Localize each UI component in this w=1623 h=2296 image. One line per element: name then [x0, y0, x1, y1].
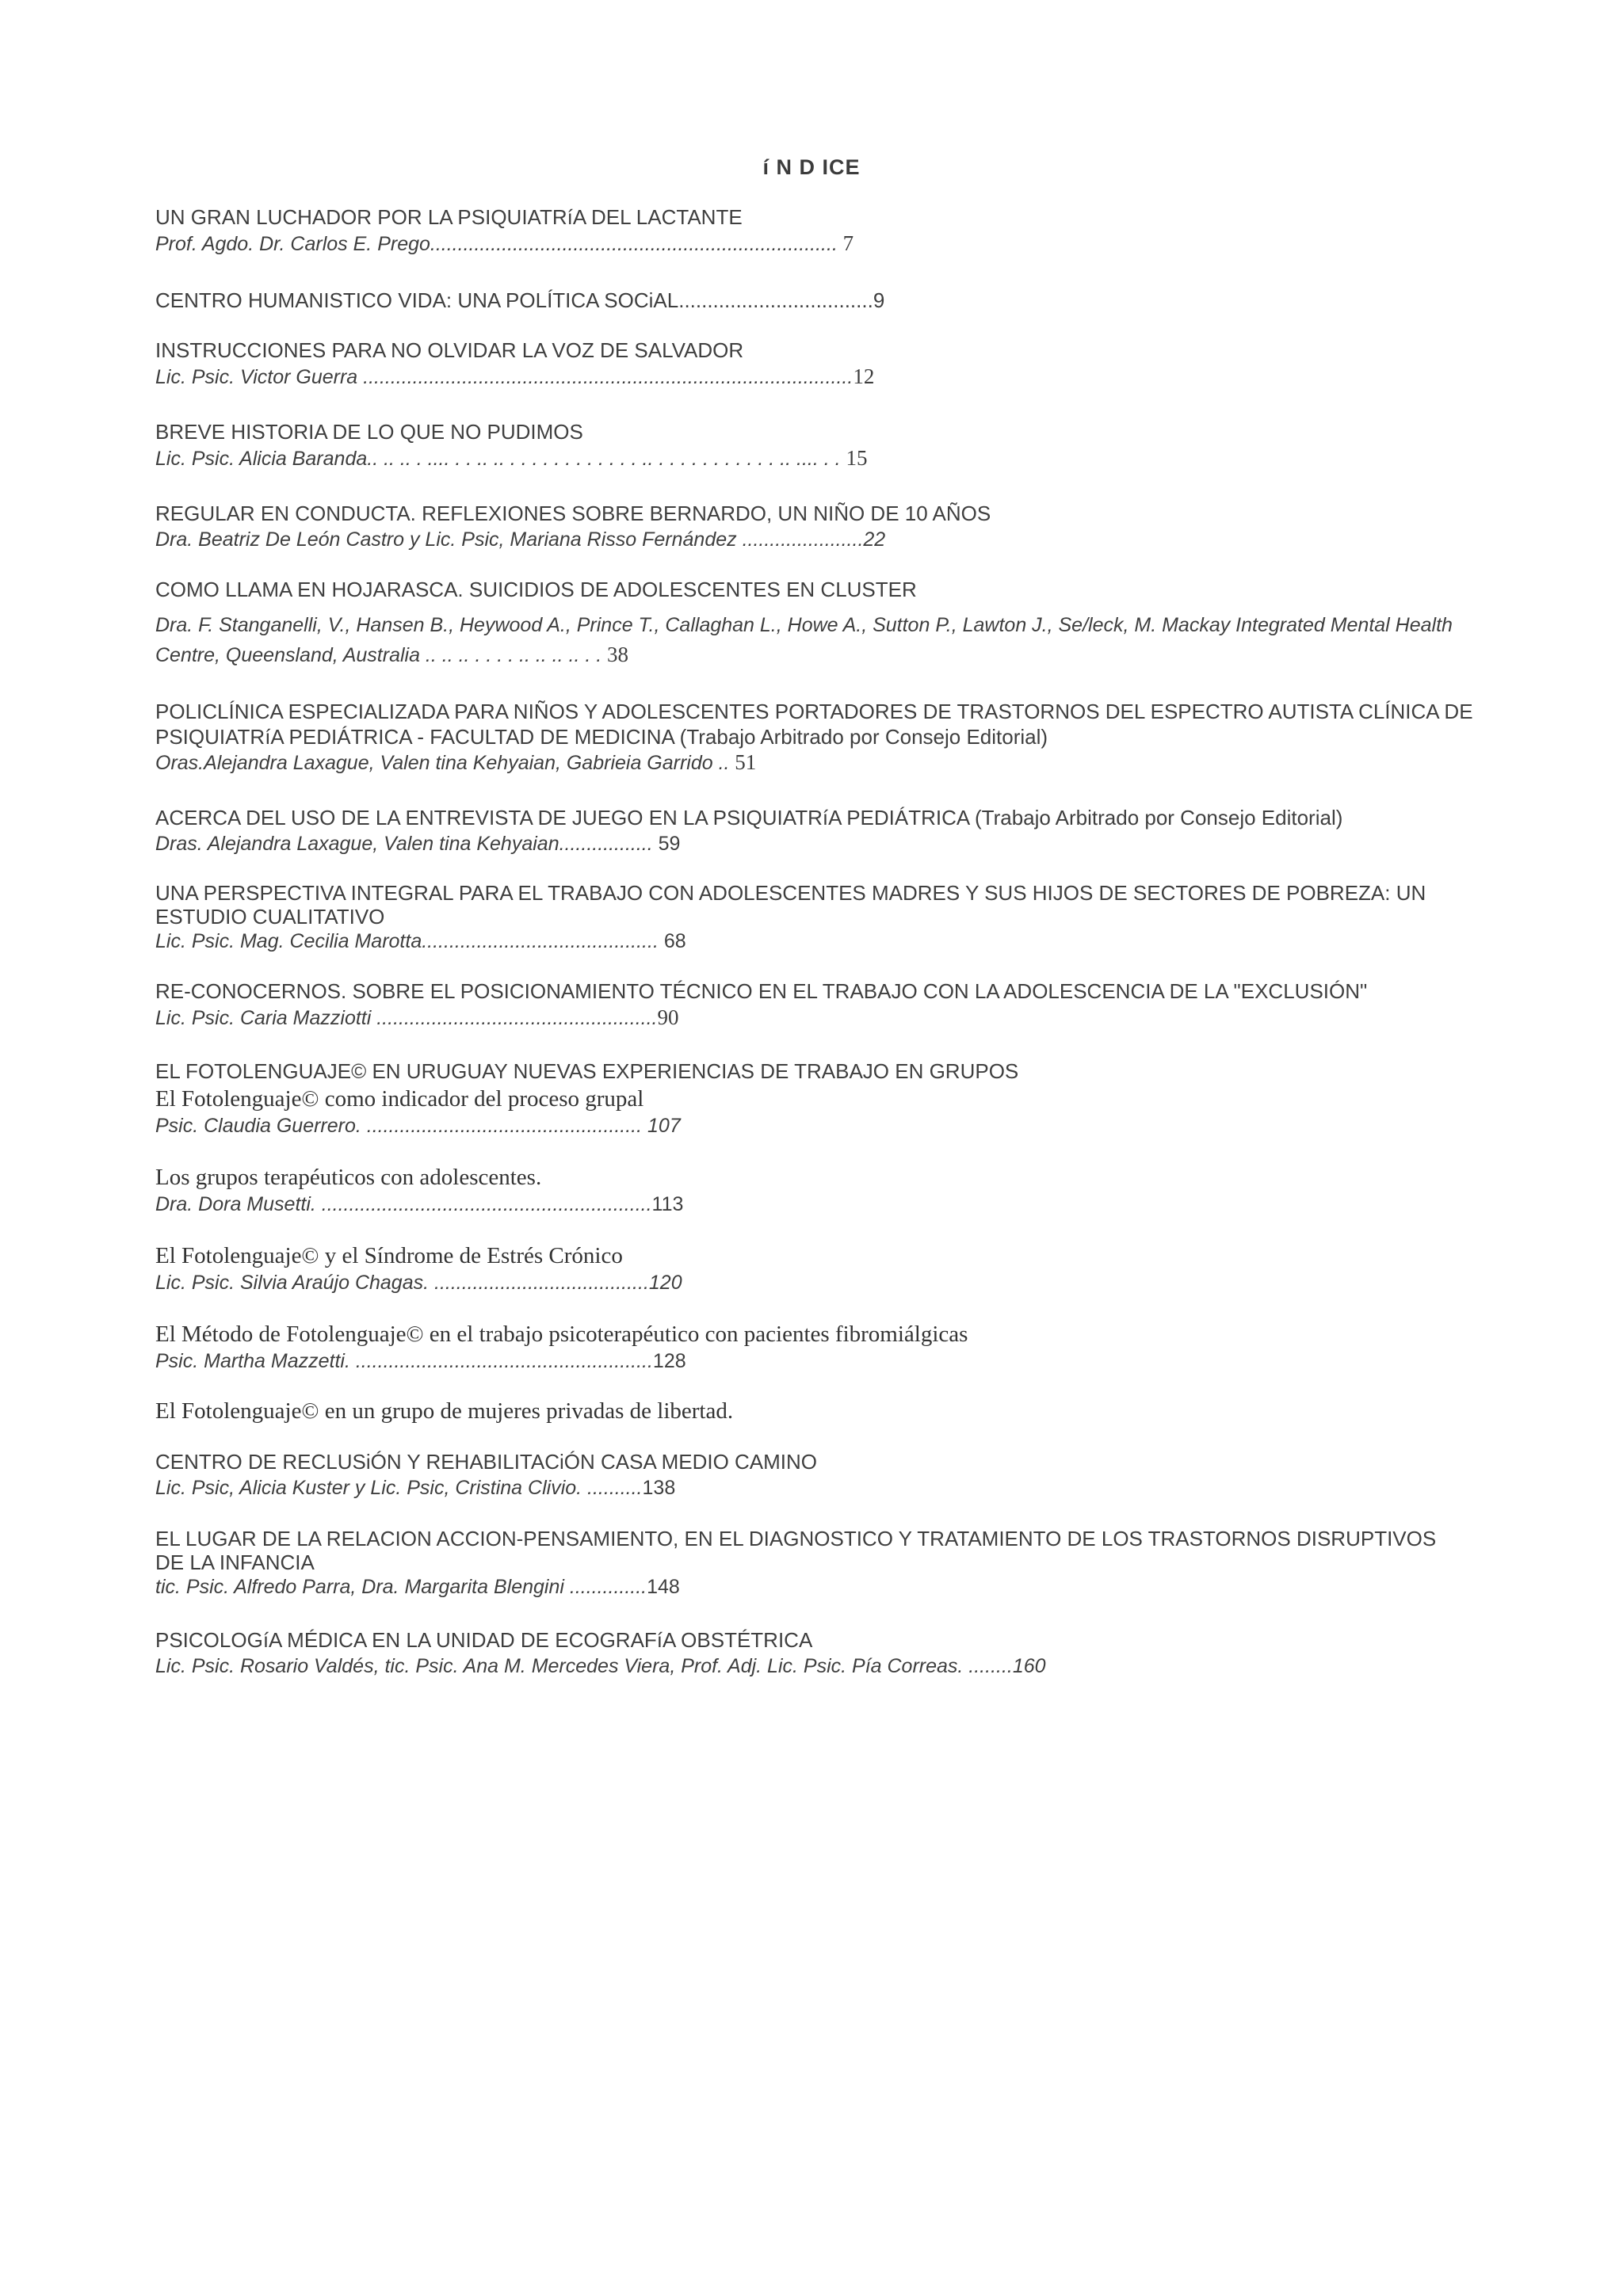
- entry-author: [155, 611, 1487, 670]
- entry-heading-text: CENTRO HUMANISTICO VIDA: UNA POLÍTICA SOCiAL..................................: [155, 288, 873, 312]
- entry-heading: REGULAR EN CONDUCTA. REFLEXIONES SOBRE BERNARDO, UN NIÑO DE 10 AÑOS: [155, 502, 991, 525]
- entry-heading: UN GRAN LUCHADOR POR LA PSIQUIATRíA DEL LACTANTE: [155, 205, 743, 229]
- entry-page-number: 113: [651, 1193, 684, 1215]
- entry-page-number: 138: [642, 1477, 676, 1499]
- entry-page-number: 38: [601, 643, 628, 666]
- entry-author: [155, 1653, 1503, 1680]
- index-entry: [155, 338, 1503, 391]
- entry-heading: BREVE HISTORIA DE LO QUE NO PUDIMOS: [155, 420, 583, 444]
- entry-subtitle: Los grupos terapéuticos con adolescentes.: [155, 1165, 542, 1190]
- entry-heading: PSICOLOGíA MÉDICA EN LA UNIDAD DE ECOGRAFíA OBSTÉTRICA: [155, 1628, 813, 1652]
- entry-author-text: Lic. Psic. Silvia Araújo Chagas. .......................................: [155, 1272, 649, 1294]
- entry-author: [155, 1574, 1503, 1600]
- entry-author-text: Lic. Psic. Victor Guerra .........................................................................................: [155, 366, 854, 388]
- index-title: í N D ICE: [762, 155, 861, 179]
- entry-page-number: 120: [648, 1272, 682, 1294]
- entry-subtitle: El Fotolenguaje© como indicador del proceso grupal: [155, 1086, 644, 1112]
- entry-heading: ACERCA DEL USO DE LA ENTREVISTA DE JUEGO EN LA PSIQUIATRíA PEDIÁTRICA (Trabajo Arbitrado por Consejo Editorial): [155, 806, 1343, 830]
- index-entry: [155, 881, 1503, 955]
- entry-author: [155, 1475, 1503, 1501]
- index-entries: [155, 204, 1503, 1680]
- index-entry: [155, 419, 1503, 472]
- entry-author: [155, 831, 1503, 857]
- entry-author-text: Dra. F. Stanganelli, V., Hansen B., Heywood A., Prince T., Callaghan L., Howe A., Sutton P., Lawton J., Se/leck, M. Mackay Integrated Mental Health Centre, Queensland, Australia .. .. .. . . . . .. .. .. .. . .: [155, 614, 1453, 666]
- entry-heading: CENTRO DE RECLUSiÓN Y REHABILITACiÓN CASA MEDIO CAMINO: [155, 1450, 818, 1474]
- entry-author-text: Psic. Martha Mazzetti. ......................................................: [155, 1350, 653, 1372]
- entry-heading: EL FOTOLENGUAJE© EN URUGUAY NUEVAS EXPERIENCIAS DE TRABAJO EN GRUPOS: [155, 1059, 1019, 1083]
- entry-page-number: 107: [642, 1115, 681, 1137]
- index-entry: [155, 1085, 1503, 1139]
- entry-author: [155, 1113, 1503, 1139]
- index-entry: [155, 1241, 1503, 1296]
- entry-page-number: 128: [652, 1350, 686, 1372]
- entry-author: [155, 749, 1503, 776]
- entry-page-number: 148: [647, 1576, 680, 1598]
- index-entry: [155, 1320, 1503, 1375]
- entry-author: [155, 445, 1503, 472]
- index-entry: [155, 978, 1503, 1032]
- entry-heading: EL LUGAR DE LA RELACION ACCION-PENSAMIENTO, EN EL DIAGNOSTICO Y TRATAMIENTO DE LOS TRASTORNOS DISRUPTIVOS DE LA INFANCIA: [155, 1527, 1437, 1574]
- index-entry: [155, 1163, 1503, 1218]
- entry-author-text: Oras.Alejandra Laxague, Valen tina Kehyaian, Gabrieia Garrido ..: [155, 752, 730, 774]
- entry-author-text: Dra. Dora Musetti. ............................................................: [155, 1193, 652, 1215]
- entry-heading: UNA PERSPECTIVA INTEGRAL PARA EL TRABAJO CON ADOLESCENTES MADRES Y SUS HIJOS DE SECTORES DE POBREZA: UN ESTUDIO CUALITATIVO: [155, 881, 1426, 929]
- entry-author: [155, 929, 1503, 955]
- index-entry: [155, 805, 1503, 857]
- entry-author-text: Lic. Psic. Rosario Valdés, tic. Psic. Ana M. Mercedes Viera, Prof. Adj. Lic. Psic. Pía Correas. ........: [155, 1655, 1013, 1677]
- entry-author-text: Prof. Agdo. Dr. Carlos E. Prego..........................................................................: [155, 233, 838, 255]
- index-entry: [155, 699, 1503, 776]
- entry-author: [155, 527, 1503, 553]
- index-entry: [155, 204, 1503, 257]
- entry-page-number: 9: [873, 288, 885, 312]
- entry-subtitle: El Fotolenguaje© y el Síndrome de Estrés Crónico: [155, 1243, 623, 1268]
- index-entry: [155, 501, 1503, 553]
- entry-author-text: Dras. Alejandra Laxague, Valen tina Kehyaian.................: [155, 833, 653, 855]
- entry-author: [155, 231, 1503, 257]
- index-entry: [155, 1527, 1503, 1600]
- entry-page-number: 90: [657, 1005, 679, 1029]
- entry-author-text: Lic. Psic. Mag. Cecilia Marotta...........................................: [155, 930, 659, 952]
- entry-author: [155, 364, 1503, 391]
- index-entry: [155, 1397, 1503, 1425]
- entry-page-number: 15: [846, 446, 868, 470]
- entry-author-text: Dra. Beatriz De León Castro y Lic. Psic, Mariana Risso Fernández ......................: [155, 528, 864, 551]
- entry-page-number: 51: [729, 750, 757, 774]
- entry-heading: RE-CONOCERNOS. SOBRE EL POSICIONAMIENTO TÉCNICO EN EL TRABAJO CON LA ADOLESCENCIA DE LA "EXCLUSIÓN": [155, 979, 1368, 1003]
- index-entry: [155, 1449, 1503, 1501]
- entry-author: [155, 1192, 1503, 1218]
- entry-author-text: Lic. Psic, Alicia Kuster y Lic. Psic, Cristina Clivio. ..........: [155, 1477, 643, 1499]
- entry-page-number: 160: [1012, 1655, 1046, 1677]
- entry-author: [155, 1348, 1503, 1375]
- entry-page-number: 59: [652, 833, 681, 855]
- entry-heading: INSTRUCCIONES PARA NO OLVIDAR LA VOZ DE SALVADOR: [155, 338, 744, 362]
- entry-author-text: tic. Psic. Alfredo Parra, Dra. Margarita Blengini ..............: [155, 1576, 647, 1598]
- entry-author: [155, 1005, 1503, 1032]
- index-entry: [155, 1627, 1503, 1680]
- entry-subtitle: El Fotolenguaje© en un grupo de mujeres privadas de libertad.: [155, 1398, 734, 1424]
- index-entry: [155, 288, 1503, 314]
- entry-author-text: Psic. Claudia Guerrero. ..................................................: [155, 1115, 643, 1137]
- entry-subtitle: El Método de Fotolenguaje© en el trabajo psicoterapéutico con pacientes fibromiálgicas: [155, 1322, 968, 1347]
- entry-page-number: 7: [837, 231, 854, 255]
- entry-author: [155, 1270, 1503, 1296]
- entry-page-number: 22: [863, 528, 886, 551]
- entry-author-text: Lic. Psic. Alicia Baranda.. .. .. . .... . . .. .. . . . . . . . . . . . . .. . . . . . . . . . . . .. .... . .: [155, 448, 846, 470]
- entry-page-number: 12: [853, 364, 875, 388]
- entry-heading: [155, 288, 1503, 314]
- entry-author-text: Lic. Psic. Caria Mazziotti ...................................................: [155, 1007, 658, 1029]
- entry-page-number: 68: [658, 930, 686, 952]
- entry-heading: COMO LLAMA EN HOJARASCA. SUICIDIOS DE ADOLESCENTES EN CLUSTER: [155, 578, 917, 601]
- index-entry: [155, 1058, 1503, 1085]
- index-entry: [155, 577, 1503, 670]
- entry-heading: POLICLÍNICA ESPECIALIZADA PARA NIÑOS Y ADOLESCENTES PORTADORES DE TRASTORNOS DEL ESPECTRO AUTISTA CLÍNICA DE PSIQUIATRíA PEDIÁTRICA - FACULTAD DE MEDICINA (Trabajo Arbitrado por Consejo Editorial): [155, 700, 1473, 749]
